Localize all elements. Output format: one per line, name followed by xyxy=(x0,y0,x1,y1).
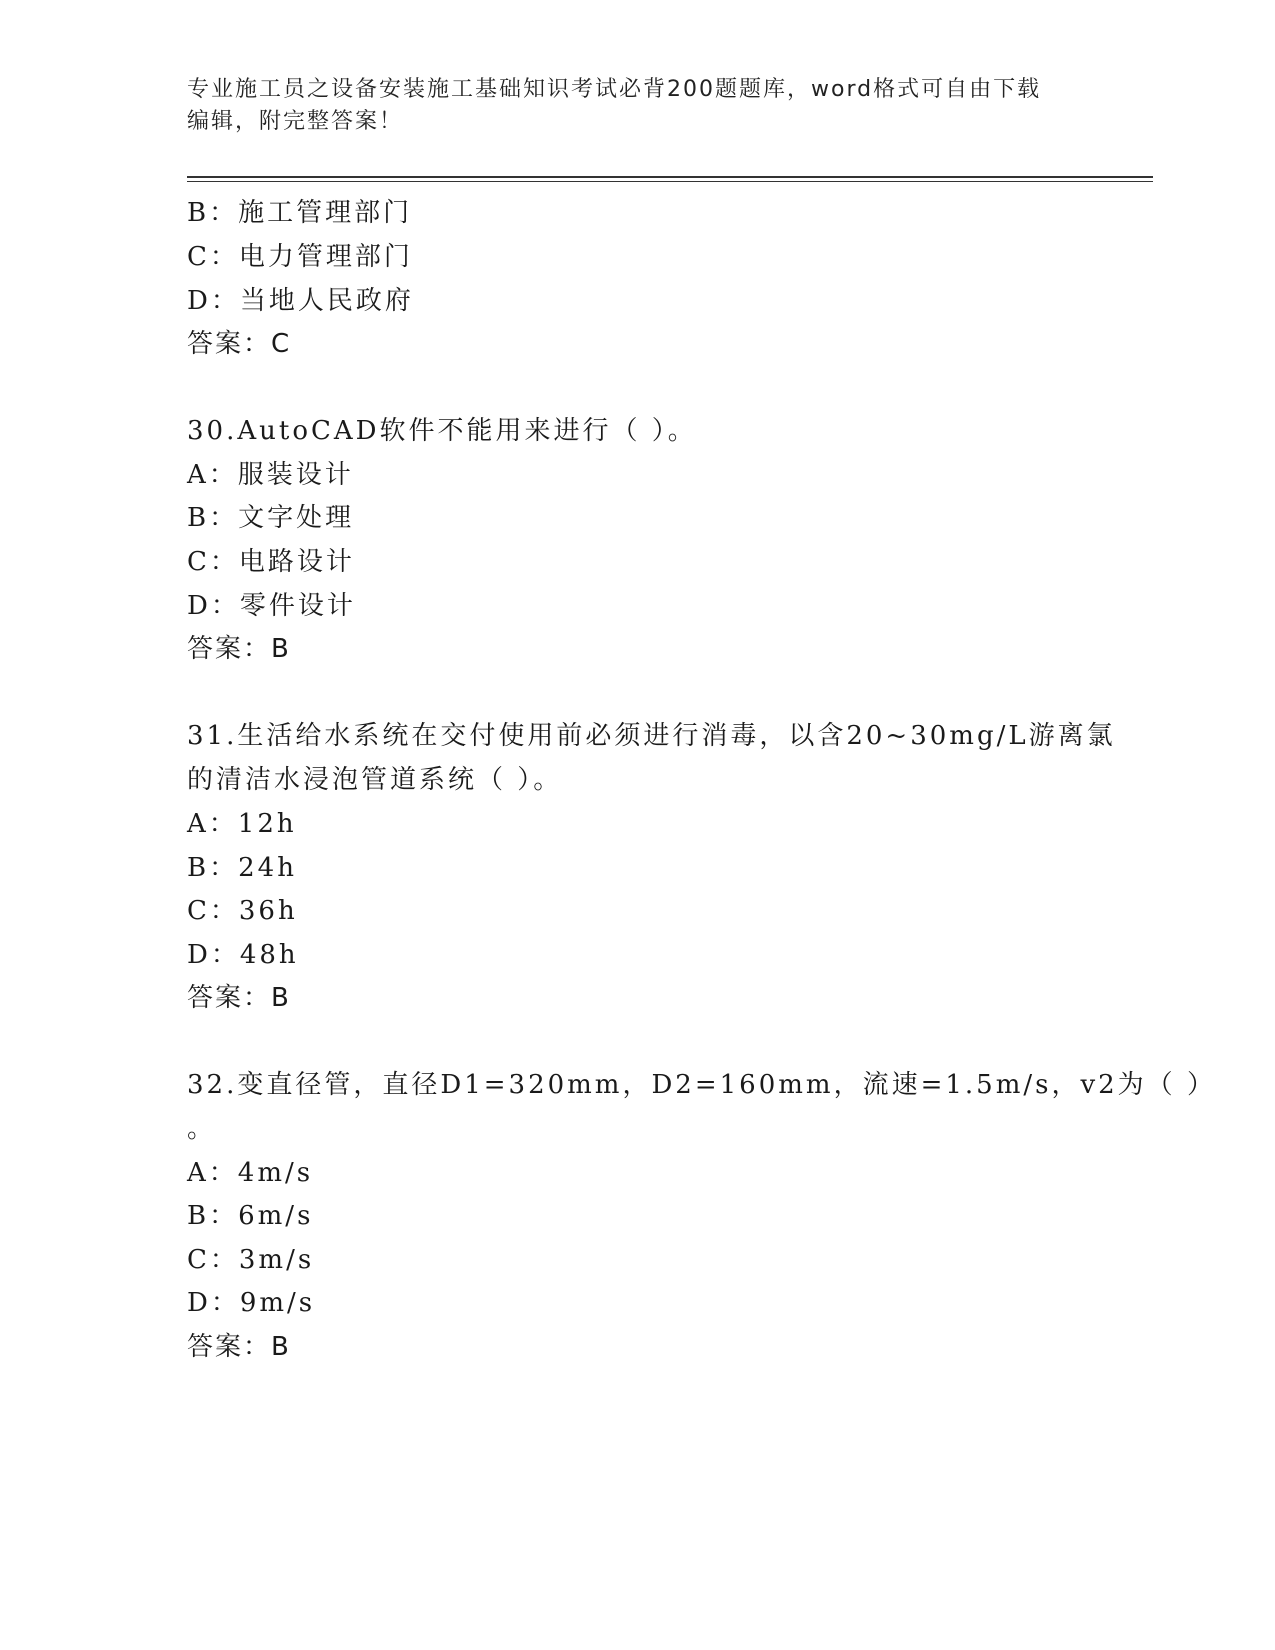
q29-option-c: C：电力管理部门 xyxy=(187,242,413,272)
q32-option-b: B：6m/s xyxy=(187,1201,314,1231)
header-title-line-1: 专业施工员之设备安装施工基础知识考试必背200题题库，word格式可自由下载 xyxy=(187,77,1042,102)
q31-option-a: A：12h xyxy=(187,809,297,839)
q30-option-c: C：电路设计 xyxy=(187,547,355,577)
q32-option-a: A：4m/s xyxy=(187,1158,314,1188)
q29-answer: 答案：C xyxy=(187,329,292,359)
q31-answer: 答案：B xyxy=(187,983,291,1013)
q32-option-d: D：9m/s xyxy=(187,1288,316,1318)
q31-question-line-2: 的清洁水浸泡管道系统（ ）。 xyxy=(187,765,563,795)
q32-answer: 答案：B xyxy=(187,1332,291,1362)
q32-option-c: C：3m/s xyxy=(187,1245,315,1275)
q31-option-b: B：24h xyxy=(187,853,297,883)
header-title-line-2: 编辑，附完整答案！ xyxy=(187,109,404,134)
q29-option-d: D：当地人民政府 xyxy=(187,286,414,316)
q30-option-d: D：零件设计 xyxy=(187,591,356,621)
q30-option-a: A：服装设计 xyxy=(187,460,354,490)
q30-question: 30.AutoCAD软件不能用来进行（ ）。 xyxy=(187,416,697,446)
header-divider-thick xyxy=(187,176,1153,178)
q30-option-b: B：文字处理 xyxy=(187,503,355,533)
q32-question-line-1: 32.变直径管，直径D1=320mm，D2=160mm，流速=1.5m/s，v2为（ ） xyxy=(187,1070,1216,1100)
q31-question-line-1: 31.生活给水系统在交付使用前必须进行消毒，以含20~30mg/L游离氯 xyxy=(187,721,1116,751)
q31-option-d: D：48h xyxy=(187,940,299,970)
q32-question-line-2: 。 xyxy=(187,1114,217,1144)
document-header xyxy=(187,74,1067,138)
q30-answer: 答案：B xyxy=(187,634,291,664)
q31-option-c: C：36h xyxy=(187,896,298,926)
header-divider-thin xyxy=(187,181,1153,182)
q29-option-b: B：施工管理部门 xyxy=(187,198,413,228)
